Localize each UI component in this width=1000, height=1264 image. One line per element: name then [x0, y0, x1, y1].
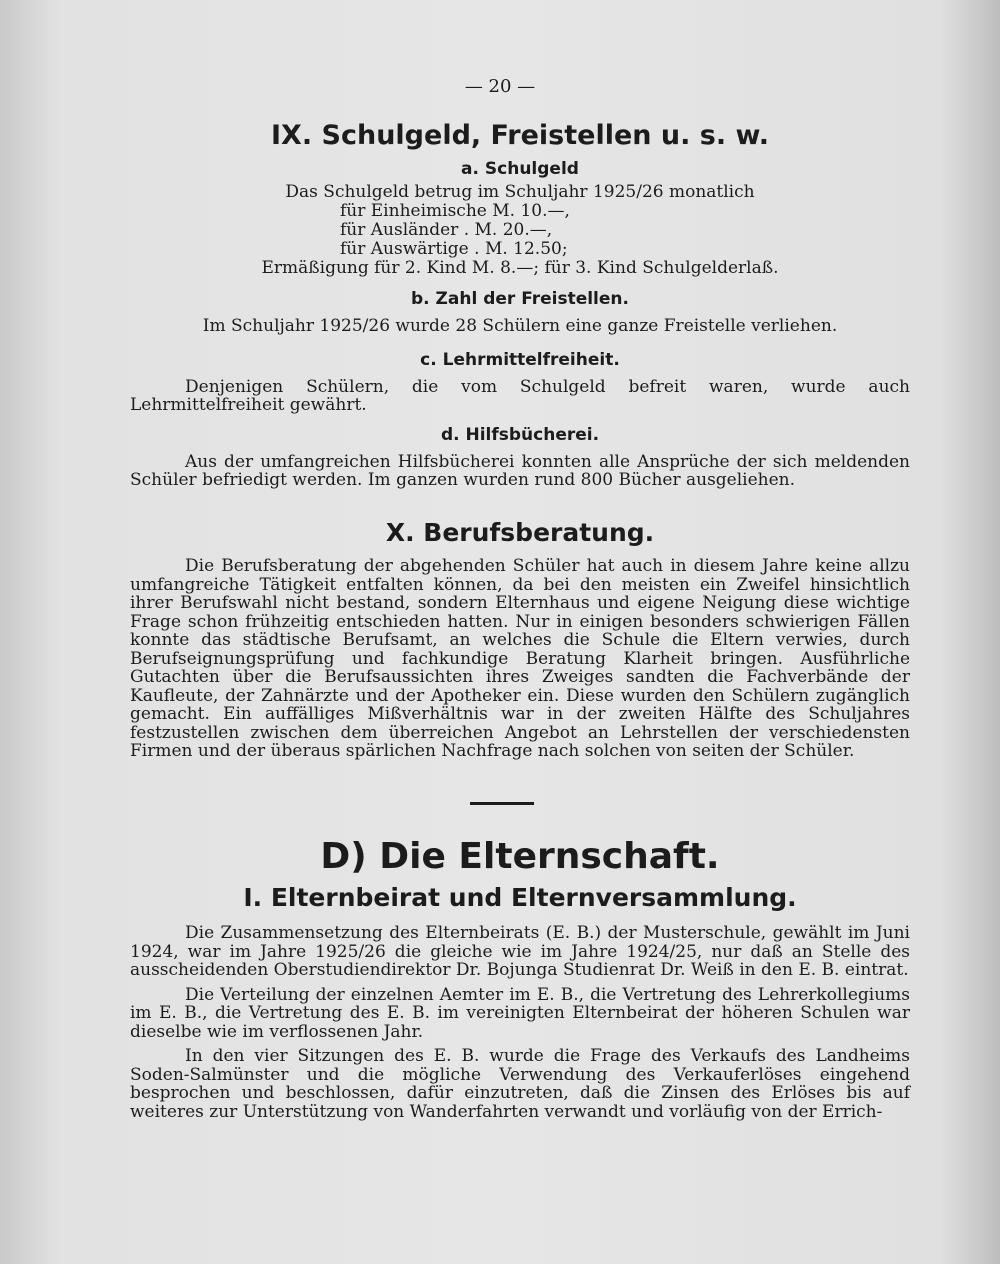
- elternbeirat-paragraph-1: Die Zusammensetzung des Elternbeirats (E. B.) der Musterschule, gewählt im Juni 1924, war im Jahre 1925/26 die gleiche wie im Jahre 1924/25, nur daß an Stelle des ausscheidenden Oberstudiendirektor Dr. Bojunga Studienrat Dr. Weiß in den E. B. eintrat.: [130, 923, 910, 980]
- fee-line-auslaender: für Ausländer . M. 20.—,: [340, 219, 553, 240]
- lehrmittelfreiheit-text: Denjenigen Schülern, die vom Schulgeld befreit waren, wurde auch Lehrmittelfreiheit gewährt.: [130, 376, 910, 415]
- heading-hilfsbuecherei: d. Hilfsbücherei.: [440, 424, 600, 445]
- section-x-title: X. Berufsberatung.: [385, 518, 655, 547]
- section-divider: [470, 802, 534, 805]
- section-x: [130, 518, 910, 761]
- heading-freistellen: b. Zahl der Freistellen.: [411, 289, 629, 309]
- freistellen-text: Im Schuljahr 1925/26 wurde 28 Schülern eine ganze Freistelle verliehen.: [202, 316, 838, 336]
- fee-line-einheimische: für Einheimische M. 10.—,: [340, 200, 570, 221]
- section-d: [130, 836, 910, 1121]
- berufsberatung-text: Die Berufsberatung der abgehenden Schüler hat auch in diesem Jahre keine allzu umfangreiche Tätigkeit entfalten können, da bei den meisten ein Zweifel hinsichtlich ihrer Berufswahl nicht bestand, sondern Elternhaus und eigene Neigung diese wichtige Frage schon frühzeitig entschieden hatten. Nur in einigen besonders schwierigen Fällen konnte das städtische Berufsamt, an welches die Schule die Eltern verwies, durch Berufseignungsprüfung und fachkundige Beratung Klarheit bringen. Ausführliche Gutachten über die Berufsaussichten ihres Zweiges sandten die Fachverbände der Kaufleute, der Zahnärzte und der Apotheker ein. Diese wurden den Schülern zugänglich gemacht. Ein auffälliges Mißverhältnis war in der zweiten Hälfte des Schuljahres festzustellen zwischen dem überreichen Angebot an Lehrstellen der verschiedensten Firmen und der überaus spärlichen Nachfrage nach solchen von seiten der Schüler.: [130, 556, 910, 761]
- heading-schulgeld: a. Schulgeld: [461, 159, 579, 179]
- elternbeirat-paragraph-3: In den vier Sitzungen des E. B. wurde die Frage des Verkaufs des Landheims Soden-Salmünster und die mögliche Verwendung des Verkauferlöses eingehend besprochen und beschlossen, dafür einzutreten, daß die Zinsen des Erlöses bis auf weiteres zur Unterstützung von Wanderfahrten verwandt und vorläufig von der Errich-: [130, 1046, 910, 1122]
- page-number: — 20 —: [464, 76, 536, 97]
- schulgeld-discount: Ermäßigung für 2. Kind M. 8.—; für 3. Kind Schulgelderlaß.: [261, 257, 779, 278]
- section-ix-title: IX. Schulgeld, Freistellen u. s. w.: [271, 120, 769, 151]
- schulgeld-intro: Das Schulgeld betrug im Schuljahr 1925/26 monatlich: [285, 182, 755, 202]
- section-d-subtitle: I. Elternbeirat und Elternversammlung.: [243, 883, 797, 912]
- section-d-title: D) Die Elternschaft.: [320, 836, 720, 877]
- heading-lehrmittelfreiheit: c. Lehrmittelfreiheit.: [420, 349, 620, 370]
- hilfsbuecherei-text: Aus der umfangreichen Hilfsbücherei konnten alle Ansprüche der sich meldenden Schüler befriedigt werden. Im ganzen wurden rund 800 Bücher ausgeliehen.: [130, 451, 910, 490]
- section-ix: [130, 120, 910, 490]
- fee-line-auswaertige: für Auswärtige . M. 12.50;: [340, 238, 568, 259]
- elternbeirat-paragraph-2: Die Verteilung der einzelnen Aemter im E. B., die Vertretung des Lehrerkollegiums im E. B., die Vertretung des E. B. im vereinigten Elternbeirat der höheren Schulen war dieselbe wie im verflossenen Jahr.: [130, 984, 910, 1042]
